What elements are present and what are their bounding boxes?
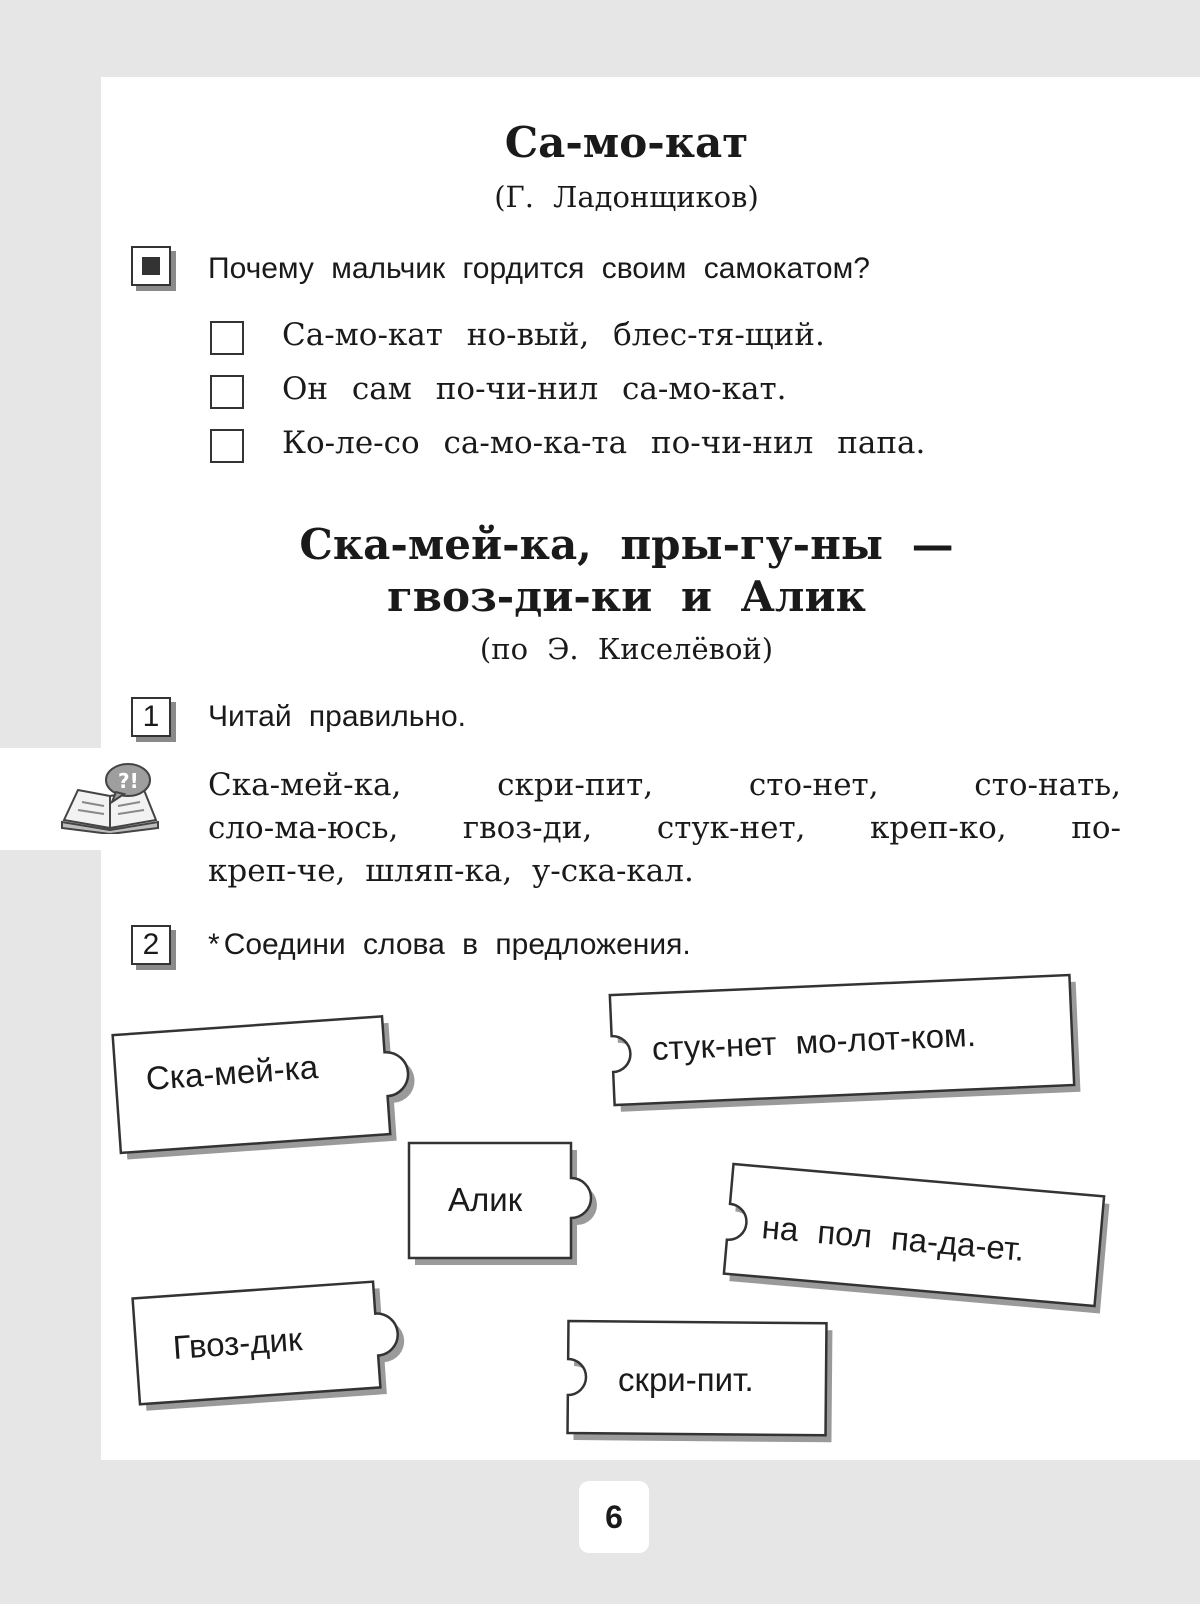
reading-line-1: Ска-мей-ка, скри-пит, сто-нет, сто-нать, [208,767,1121,803]
answer-option-1: Са-мо-кат но-вый, блес-тя-щий. [282,317,825,353]
task2-instruction: Соедини слова в предложения. [223,928,691,961]
task-number-2: 2 [131,925,171,965]
reading-line-3: креп-че, шляп-ка, у-ска-кал. [208,853,694,889]
puzzle-label-2: стук-нет мо-лот-ком. [651,1015,977,1067]
puzzle-label-1: Ска-мей-ка [144,1048,320,1097]
question-text: Почему мальчик гордится своим самокатом? [208,252,870,285]
page-number: 6 [579,1481,649,1553]
task2-star: * [208,928,220,961]
story-title-samokat: Са-мо-кат [504,118,749,167]
story-author-ladonshchikov: (Г. Ладонщиков) [494,180,759,214]
task-number-1: 1 [131,697,171,737]
answer-option-3: Ко-ле-со са-мо-ка-та по-чи-нил папа. [282,425,926,461]
puzzle-label-4: на пол па-да-ет. [760,1208,1027,1268]
story-title-line-1: Ска-мей-ка, пры-гу-ны — [299,520,954,569]
answer-option-2: Он сам по-чи-нил са-мо-кат. [282,371,787,407]
story-author-kiseleva: (по Э. Киселёвой) [479,632,774,666]
puzzle-label-5: Гвоз-дик [171,1320,304,1366]
puzzle-label-6: скри-пит. [618,1361,754,1398]
puzzle-label-3: Алик [448,1181,523,1218]
task1-instruction: Читай правильно. [208,700,466,733]
svg-text:?!: ?! [118,769,139,793]
story-title-line-2: гвоз-ди-ки и Алик [387,572,866,621]
reading-line-2: сло-ма-юсь, гвоз-ди, стук-нет, креп-ко, по- [208,810,1121,846]
